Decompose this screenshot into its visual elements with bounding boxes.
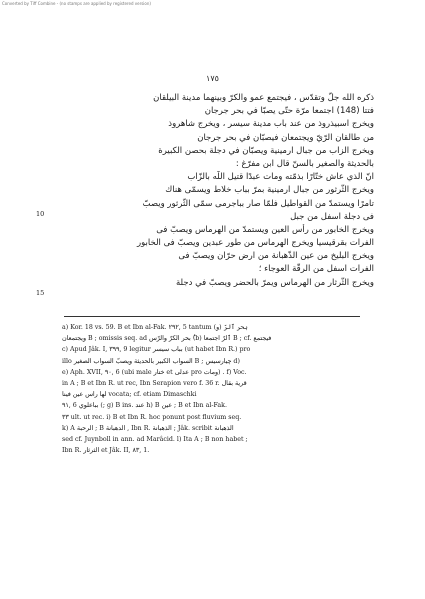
footnote-line: ٣٣ ult. ut rec. i) B et Ibn R. hoc ponunt post fluvium seq. — [62, 413, 242, 421]
arabic-line: ويخرج اسبيذروذ من عند باب مدينة سيسر ، ويخرج شاهروذ — [168, 119, 374, 130]
footnote-line: e) Aph. XVII, ٩٠, 6 (ubi male ختار et عدلى pro ومات) . f) Voc. — [62, 368, 247, 376]
arabic-line: ويخرج البليخ من عين الذّهبانة من ارض حرّان ويصبّ فى — [178, 251, 374, 262]
arabic-text-block — [52, 92, 374, 290]
footnote-line: a) Kor. 18 vs. 59. B et Ibn al-Fak. ٢٩٢, 5 tantum (و) بحر ٱلرّ — [62, 324, 248, 331]
footnote-line: illo السواب الكبير بالحديثة ويصبّ السواب الصغير B ; چيارسيس d) — [62, 357, 240, 365]
converter-header: Converted by Tiff Combine - (no stamps are applied by registered version) — [2, 1, 151, 6]
footnote-line: in A ; B et Ibn R. ut rec, Ibn Serapion vero f. 36 r. قرية بقال — [62, 379, 247, 387]
footnote-line: ٩١, 6 بباعلوي (; g) B ins. عند h) B عين ; B et Ibn al-Fak. — [62, 402, 227, 410]
arabic-line: الفرات اسفل من الرقّة العوجاء ؛ — [258, 264, 374, 275]
footnote-divider — [64, 316, 360, 317]
arabic-line: من طالقان الرّيّ ويجتمعان فيصبّان في بحر جرجان — [197, 132, 374, 143]
footnote-line: k) A الرحبة ; B الدهبانة , Ibn R. الذهبانة ; Jâk. scribit الذهبانة — [62, 424, 234, 432]
footnote-line: لها راس عين فينا vocata; cf. etiam Dimaschki — [62, 391, 197, 399]
footnote-line: Ibn R. الثرثار et Jâk. II, ٨٣, 1. — [62, 447, 150, 455]
arabic-line: ويخرج الثّرثار من الهرماس ويمرّ بالحضر ويصبّ في دجلة — [175, 277, 374, 288]
arabic-line: انّ الذي عاش ختّارًا بذمّته ومات عبدًا قتيل اللّه بالزّاب — [187, 172, 374, 183]
arabic-line: تامرًا ويستمدّ من القواطيل فلمّا صار بباجرمى سمّى الثّرثور ويصبّ — [142, 198, 374, 209]
line-number-15: 15 — [36, 289, 45, 297]
footnotes-block — [62, 322, 362, 456]
arabic-line: فتتا (148) اجتمعا مرّة حتّى يصبّا في بحر جرجان — [204, 106, 374, 117]
arabic-line: ويخرج الثّرثور من جبال ارمينية بمرّ بباب خلاط ويسمّى هناك — [165, 185, 374, 196]
page-number: ١٧٥ — [206, 74, 219, 83]
arabic-line: الفرات بقرقيسيا ويخرج الهرماس من طور عبدين ويصبّ فى الخابور — [137, 238, 374, 249]
arabic-line: فى دجلة اسفل من جبل — [290, 211, 374, 222]
footnote-line: sed cf. Juynboll in ann. ad Marâcid. l) Ita A ; B non habet ; — [62, 435, 248, 443]
line-number-10: 10 — [36, 210, 45, 218]
arabic-line: ويخرج الخابور من رأس العين ويستمدّ من الهرماس ويصبّ فى — [156, 224, 374, 235]
footnote-line: ويجتمعان B ; omissis seq. ad بحر الكرّ والرّس (ُb) ٱلرّ اجتمعا B ; cf. فيجتمع — [62, 335, 272, 343]
footnote-line: c) Apud Jâk. I, ٣٩٩, 9 legitur بباب سيسر (ut habet Ibn R.) pro — [62, 346, 251, 354]
arabic-line: ويخرج الزاب من جبال ارمينية ويصبّان في دجلة بحصن الكبيرة — [158, 145, 374, 156]
arabic-line: ذكره الله جلّ وتقدّس ، فيجتمع عمو والكرّ وبينهما مدينة البيلقان — [153, 93, 374, 103]
arabic-line: بالحديثة والصغير بالسنّ قال ابن مفرّغ : — [235, 158, 374, 169]
